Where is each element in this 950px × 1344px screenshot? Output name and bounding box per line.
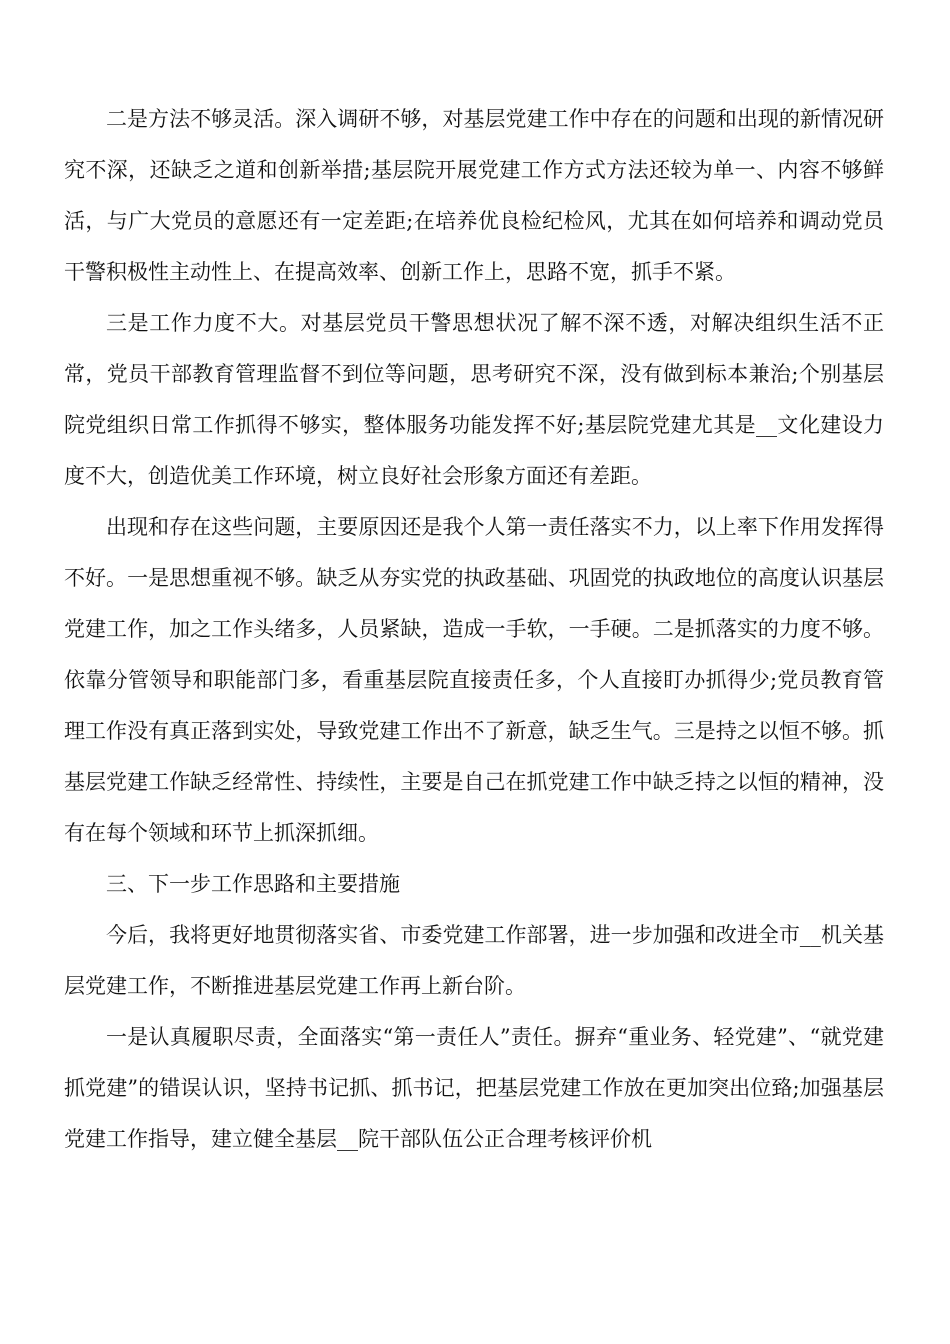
paragraph-work-strength: 三是工作力度不大。对基层党员干警思想状况了解不深不透，对解决组织生活不正常，党员干部教育管理监督不到位等问题，思考研究不深，没有做到标本兼治;个别基层院党组织日常工作抓得不够实，整体服务功能发挥不好;基层院党建尤其是__文化建设力度不大，创造优美工作环境，树立良好社会形象方面还有差距。: [64, 311, 884, 488]
paragraph-method-not-flexible: 二是方法不够灵活。深入调研不够，对基层党建工作中存在的问题和出现的新情况研究不深，还缺乏之道和创新举措;基层院开展党建工作方式方法还较为单一、内容不够鲜活，与广大党员的意愿还有一定差距;在培养优良检纪检风，尤其在如何培养和调动党员干警积极性主动性上、在提高效率、创新工作上，思路不宽，抓手不紧。: [64, 107, 884, 284]
paragraph-future-plan: 今后，我将更好地贯彻落实省、市委党建工作部署，进一步加强和改进全市__机关基层党建工作，不断推进基层党建工作再上新台阶。: [64, 923, 884, 998]
section-heading-next-steps: 三、下一步工作思路和主要措施: [106, 872, 400, 896]
document-body: [64, 94, 884, 1165]
paragraph-causes: 出现和存在这些问题，主要原因还是我个人第一责任落实不力，以上率下作用发挥得不好。一是思想重视不够。缺乏从夯实党的执政基础、巩固党的执政地位的高度认识基层党建工作，加之工作头绪多，人员紧缺，造成一手软，一手硬。二是抓落实的力度不够。依靠分管领导和职能部门多，看重基层院直接责任多，个人直接盯办抓得少;党员教育管理工作没有真正落到实处，导致党建工作出不了新意，缺乏生气。三是持之以恒不够。抓基层党建工作缺乏经常性、持续性，主要是自己在抓党建工作中缺乏持之以恒的精神，没有在每个领域和环节上抓深抓细。: [64, 515, 884, 845]
paragraph-first-measure: 一是认真履职尽责，全面落实“第一责任人”责任。摒弃“重业务、轻党建”、“就党建抓党建”的错误认识，坚持书记抓、抓书记，把基层党建工作放在更加突出位臵;加强基层党建工作指导，建立健全基层__院干部队伍公正合理考核评价机: [64, 1025, 884, 1151]
